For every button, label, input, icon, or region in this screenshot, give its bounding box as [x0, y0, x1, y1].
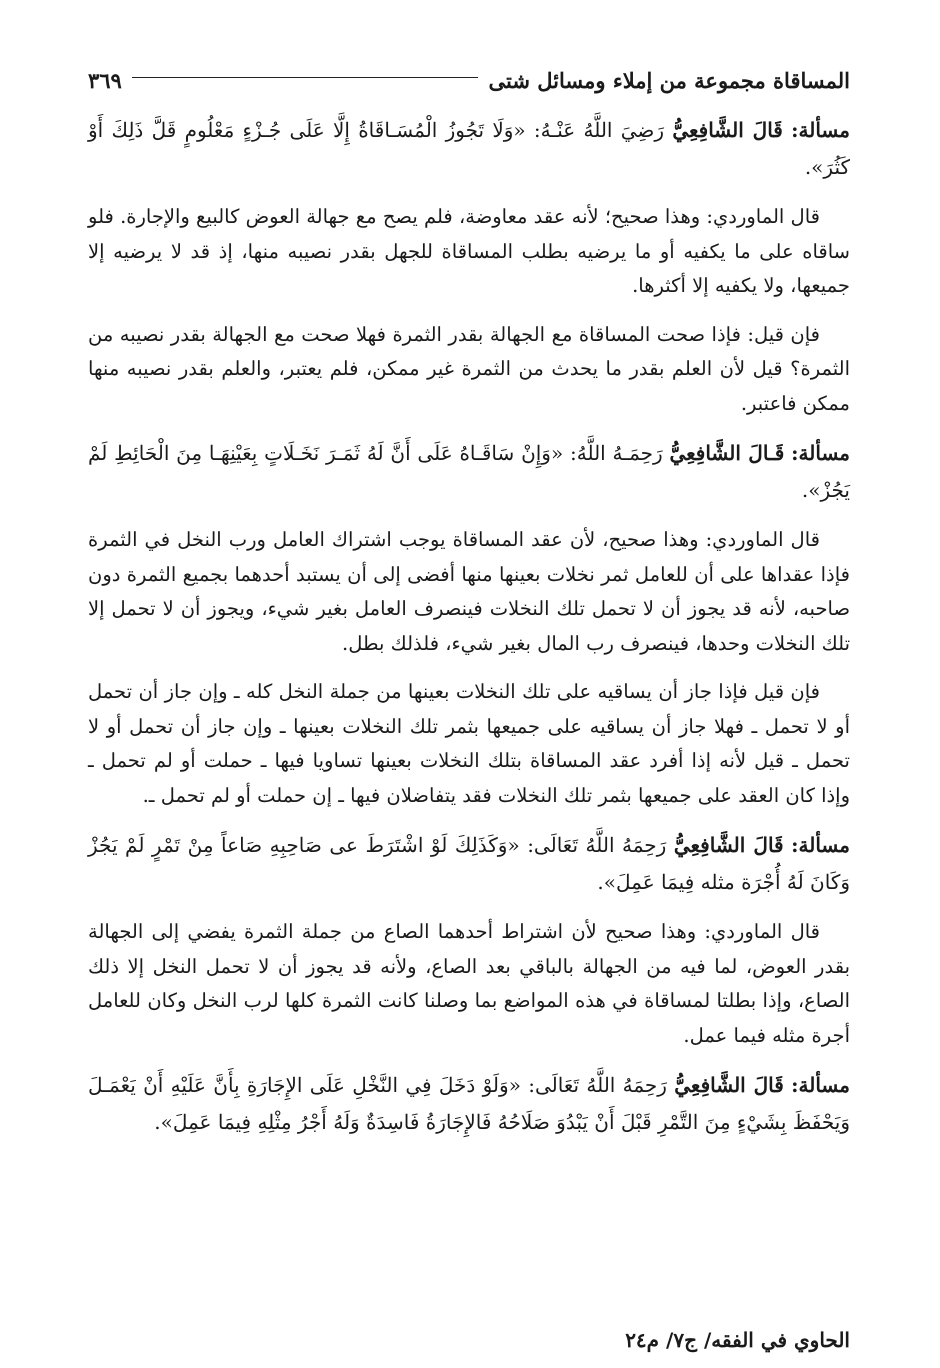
page-number: ٣٦٩: [88, 67, 122, 93]
book-page: [88, 62, 850, 1352]
commentary-paragraph: قال الماوردي: وهذا صحيح لأن اشتراط أحدهما الصاع من جملة الثمرة يفضي إلى الجهالة بقدر العوض، لما فيه من الجهالة بالباقي بعد الصاع، ولأنه قد يجوز أن لا تحمل النخل إلا ذلك الصاع، وإذا بطلتا لمساقاة في هذه المواضع بما وصلنا كانت الثمرة كلها لرب النخل وكان للعامل أجرة مثله فيما عمل.: [88, 920, 850, 1047]
speaker-name: قَالَ الشَّافِعِيُّ: [673, 833, 784, 857]
page-header: [88, 62, 850, 98]
masala-text: رَضِيَ اللَّهُ عَنْـهُ: «وَلَا تَجُوزُ الْمُسَـاقَاةُ إِلَّا عَلَى جُـزْءٍ مَعْلُومٍ قَلَّ ذَلِكَ أَوْ كَثُرَ».: [88, 118, 850, 179]
book-signature: الحاوي في الفقه/ ج٧/ م٢٤: [625, 1328, 850, 1352]
masala-text: رَحِمَـهُ اللَّهُ: «وَإِنْ سَاقَـاهُ عَلَى أَنَّ لَهُ ثَمَـرَ نَخَـلَاتٍ بِعَيْنِهَـا مِنَ الْحَائِطِ لَمْ يَجُزْ».: [88, 441, 850, 502]
running-title: المساقاة مجموعة من إملاء ومسائل شتى: [488, 67, 850, 93]
commentary-paragraph: فإن قيل فإذا جاز أن يساقيه على تلك النخلات بعينها من جملة النخل كله ـ وإن جاز أن تحمل أو لا تحمل ـ فهلا جاز أن يساقيه على جميعها بثمر تلك النخلات بعينها ـ وإن جاز أن تحمل أو لا تحمل ـ قيل لأنه إذا أفرد عقد المساقاة بتلك النخلات بعينها تساويا فيها ـ حملت أو لم تحمل ـ وإذا كان العقد على جميعها بثمر تلك النخلات فقد يتفاضلان فيها ـ إن حملت أو لم تحمل ـ.: [88, 680, 850, 807]
speaker-name: قَالَ الشَّافِعِيُّ: [674, 1073, 784, 1097]
masala-text: رَحِمَهُ اللَّهُ تَعَالَى: «وَكَذَلِكَ لَوْ اشْتَرَطَ عى صَاحِبِهِ صَاعاً مِنْ تَمْرٍ لَمْ يَجُزْ وَكَانَ لَهُ أُجْرَة مثله فِيمَا عَمِلَ».: [88, 833, 850, 894]
masala-label: مسألة:: [791, 833, 850, 857]
header-rule: [132, 77, 479, 78]
page-body: [88, 112, 850, 1141]
speaker-name: قَـالَ الشَّافِعِيُّ: [669, 441, 785, 465]
masala-paragraph: [88, 112, 850, 186]
commentary-paragraph: فإن قيل: فإذا صحت المساقاة مع الجهالة بقدر الثمرة فهلا صحت مع الجهالة بقدر نصيبه من الثمرة؟ قيل لأن العلم بقدر ما يحدث من الثمرة غير ممكن، فلم يعتبر، والعلم بقدر نصيبه منها ممكن فاعتبر.: [88, 322, 850, 415]
masala-label: مسألة:: [791, 441, 851, 465]
masala-text: رَحِمَهُ اللَّهُ تَعَالَى: «وَلَوْ دَخَلَ فِي النَّخْلِ عَلَى الإِجَارَةِ بِأَنَّ عَلَيْهِ أَنْ يَعْمَـلَ وَيَحْفَظَ بِشَيْءٍ مِنَ التَّمْرِ قَبْلَ أَنْ يَبْدُوَ صَلَاحُهُ فَالإِجَارَةُ فَاسِدَةٌ وَلَهُ أَجْرُ مِثْلِهِ فِيمَا عَمِلَ».: [88, 1073, 850, 1134]
masala-paragraph: [88, 1067, 850, 1141]
commentary-paragraph: قال الماوردي: وهذا صحيح؛ لأنه عقد معاوضة، فلم يصح مع جهالة العوض كالبيع والإجارة. فلو ساقاه على ما يكفيه أو ما يرضيه بطلب المساقاة للجهل بقدر نصيبه منها، إذ قد لا يرضيه إلا جميعها، ولا يكفيه إلا أكثرها.: [88, 205, 850, 297]
speaker-name: قَالَ الشَّافِعِيُّ: [672, 118, 783, 142]
masala-paragraph: [88, 827, 850, 901]
masala-label: مسألة:: [791, 118, 850, 142]
commentary-paragraph: قال الماوردي: وهذا صحيح، لأن عقد المساقاة يوجب اشتراك العامل ورب النخل في الثمرة فإذا عقداها على أن للعامل ثمر نخلات بعينها منها أفضى إلى أن يستبد أحدهما بجميع الثمرة دون صاحبه، لأنه قد يجوز أن لا تحمل تلك النخلات فينصرف العامل بغير شيء، ويجوز أن لا تحمل إلا تلك النخلات وحدها، فينصرف رب المال بغير شيء، فلذلك بطل.: [88, 528, 850, 655]
masala-label: مسألة:: [791, 1073, 850, 1097]
masala-paragraph: [88, 435, 850, 509]
